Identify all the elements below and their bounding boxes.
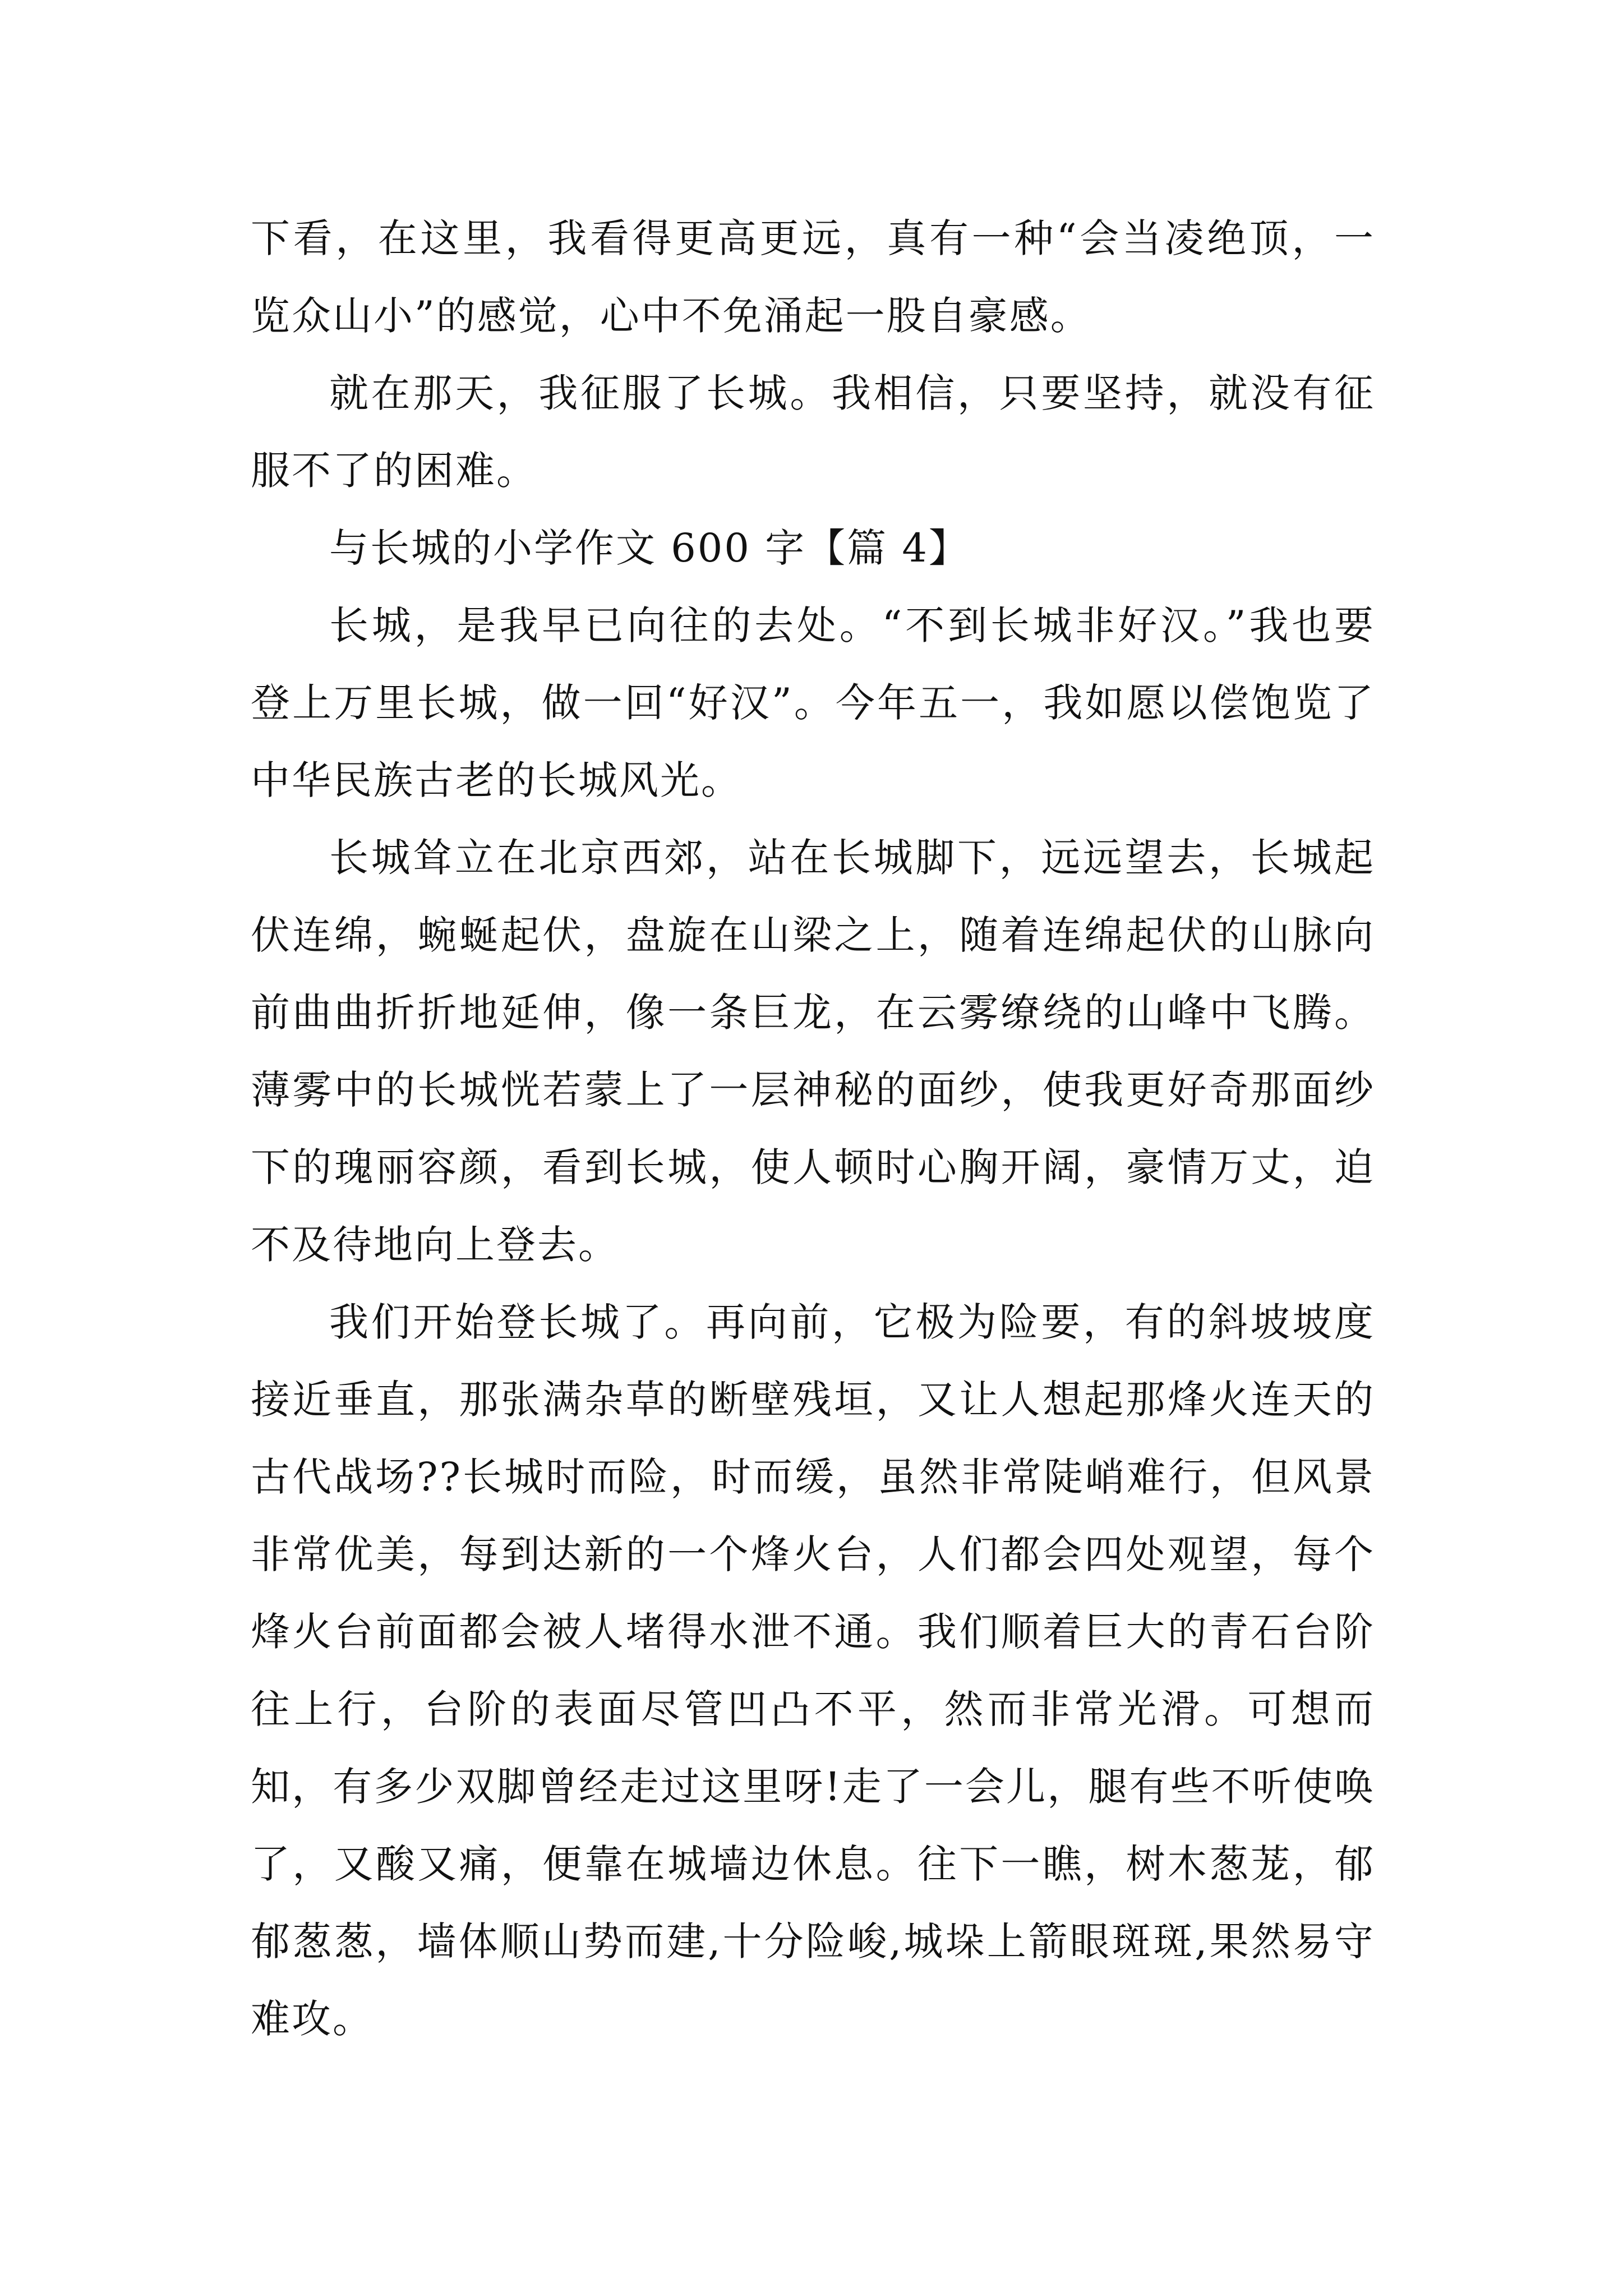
- paragraph-continuation: 下看，在这里，我看得更高更远，真有一种“会当凌绝顶，一览众山小”的感觉，心中不免涌起一股自豪感。: [251, 215, 1375, 339]
- paragraph-intro: 长城，是我早已向往的去处。“不到长城非好汉。”我也要登上万里长城，做一回“好汉”。今年五一，我如愿以偿饱览了中华民族古老的长城风光。: [251, 602, 1375, 803]
- paragraph-description: 长城耸立在北京西郊，站在长城脚下，远远望去，长城起伏连绵，蜿蜒起伏，盘旋在山梁之上，随着连绵起伏的山脉向前曲曲折折地延伸，像一条巨龙，在云雾缭绕的山峰中飞腾。薄雾中的长城恍若蒙上了一层神秘的面纱，使我更好奇那面纱下的瑰丽容颜，看到长城，使人顿时心胸开阔，豪情万丈，迫不及待地向上登去。: [251, 835, 1375, 1268]
- section-heading: 与长城的小学作文 600 字【篇 4】: [329, 525, 970, 571]
- document-body: [251, 200, 1375, 2058]
- paragraph-climb: 我们开始登长城了。再向前，它极为险要，有的斜坡坡度接近垂直，那张满杂草的断壁残垣，又让人想起那烽火连天的古代战场??长城时而险，时而缓，虽然非常陡峭难行，但风景非常优美，每到达新的一个烽火台，人们都会四处观望，每个烽火台前面都会被人堵得水泄不通。我们顺着巨大的青石台阶往上行，台阶的表面尽管凹凸不平，然而非常光滑。可想而知，有多少双脚曾经走过这里呀!走了一会儿，腿有些不听使唤了，又酸又痛，便靠在城墙边休息。往下一瞧，树木葱茏，郁郁葱葱，墙体顺山势而建,十分险峻,城垛上箭眼斑斑,果然易守难攻。: [251, 1299, 1375, 2042]
- paragraph-conclusion: 就在那天，我征服了长城。我相信，只要坚持，就没有征服不了的困难。: [251, 370, 1375, 494]
